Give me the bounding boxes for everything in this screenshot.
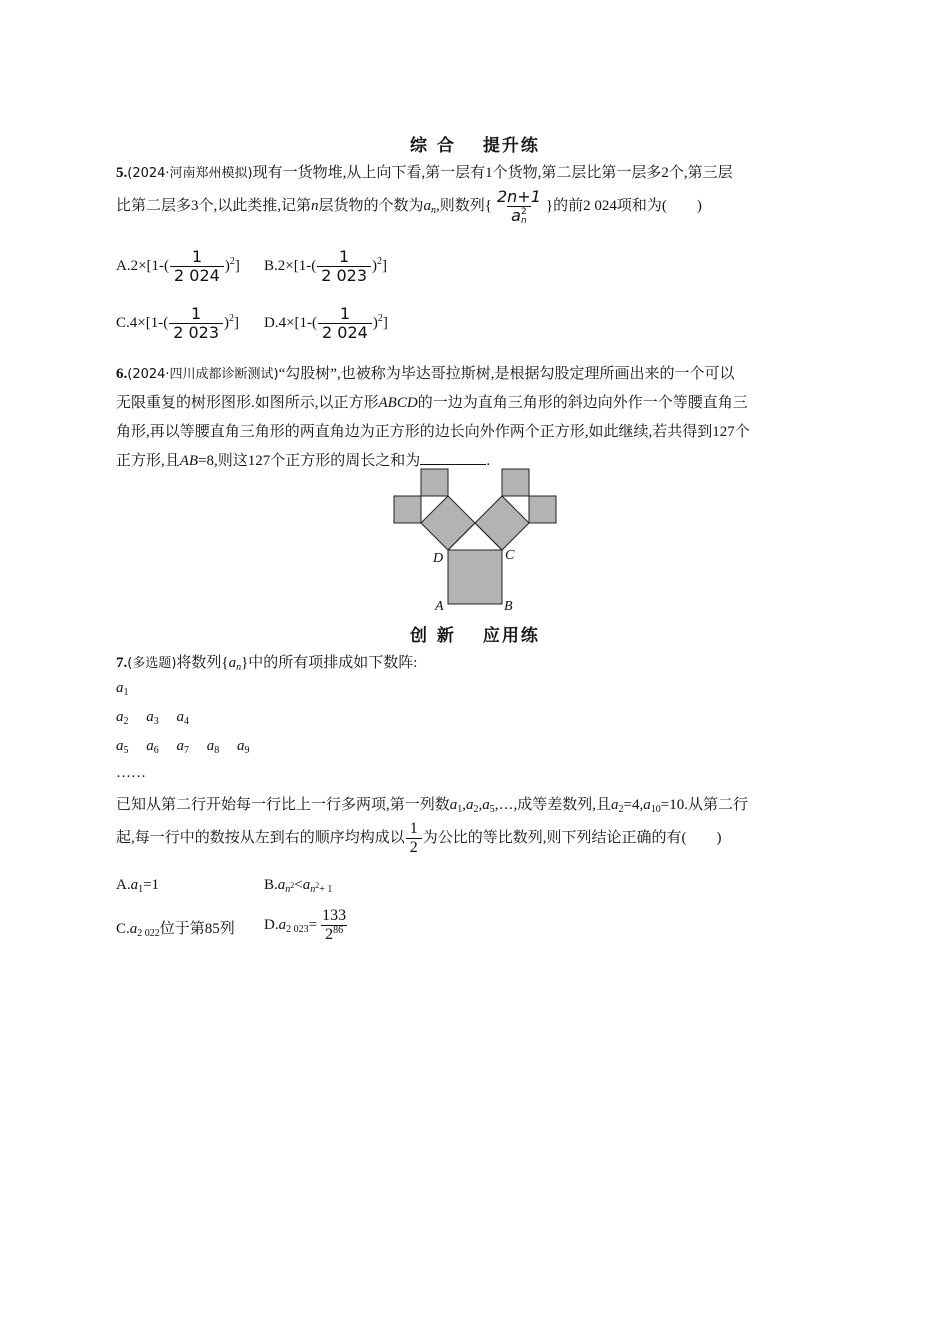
q5-text-1: 现有一货物堆,从上向下看,第一层有1个货物,第二层比第一层多2个,第三层 bbox=[252, 165, 733, 181]
q5-option-D[interactable]: D.4×[1-( $\frac{1}{2 024}$ )$^2$] bbox=[264, 304, 388, 342]
q5-source: (2024·河南郑州模拟) bbox=[127, 166, 253, 181]
label-B: B bbox=[504, 599, 513, 614]
q6-number: 6 bbox=[116, 366, 124, 382]
q7-line2: 已知从第二行开始每一行比上一行多两项,第一列数$a_1,a_2,a_5,\dots$,成等差数列,且$a_2=4,a_{10}=10$.从第二行 bbox=[116, 797, 748, 815]
q7-option-C[interactable]: $C.a_{2 022}$位于第85列 bbox=[116, 921, 235, 939]
q6-answer-blank[interactable] bbox=[420, 450, 486, 465]
q5-line2: 比第二层多3个,以此类推,记第n层货物的个数为$a_n$,则数列{ 2n+1 a 2 n }的前2 024项和为( ) bbox=[116, 187, 702, 226]
section-title-comprehensive: 综 合 提升练 bbox=[410, 136, 540, 156]
q5-sequence-fraction: 2n+1 a 2 n bbox=[496, 187, 541, 226]
q6-line2: 无限重复的树形图形.如图所示,以正方形ABCD的一边为直角三角形的斜边向外作一个等腰直角三 bbox=[116, 395, 748, 411]
section-title-innovation: 创 新 应用练 bbox=[410, 626, 540, 646]
q7-array-row-3: $a_5$ $a_6$ $a_7$ $a_8$ $a_9$ bbox=[116, 738, 250, 756]
square-left-side bbox=[394, 496, 421, 523]
q7-line3: 起,每一行中的数按从左到右的顺序均构成以 $\frac{1}{2}$ 为公比的等比数列,则下列结论正确的有( ) bbox=[116, 820, 722, 856]
square-right-2 bbox=[475, 496, 529, 550]
q7-ratio-fraction: $\frac{1}{2}$ bbox=[406, 820, 422, 857]
q7-line1: 7.(多选题)将数列$\{a_n\}$中的所有项排成如下数阵: bbox=[116, 655, 418, 673]
pythagoras-tree-figure bbox=[390, 468, 560, 614]
q6-source: (2024·四川成都诊断测试) bbox=[127, 367, 279, 382]
q6-line4: 正方形,且AB=8,则这127个正方形的周长之和为 . bbox=[116, 449, 490, 470]
q5-option-C[interactable]: C.4×[1-( $\frac{1}{2 023}$ )$^2$] bbox=[116, 304, 240, 342]
square-left-top bbox=[421, 469, 448, 496]
q6-line1: 6.(2024·四川成都诊断测试)“勾股树”,也被称为毕达哥拉斯树,是根据勾股定理所画出来的一个可以 bbox=[116, 366, 735, 382]
square-left-2 bbox=[421, 496, 475, 550]
q5-option-A[interactable]: A.2×[1-( $\frac{1}{2 024}$ )$^2$] bbox=[116, 247, 240, 285]
q7-array-row-1: $a_1$ bbox=[116, 680, 129, 698]
label-D: D bbox=[433, 551, 444, 566]
q7-number: 7 bbox=[116, 655, 124, 671]
q7-option-D[interactable]: $D.a_{2 023}=$ $\frac{133}{2^{86}}$ bbox=[264, 907, 347, 943]
square-right-top bbox=[502, 469, 529, 496]
q5-number: 5 bbox=[116, 165, 124, 181]
q6-line3: 角形,再以等腰直角三角形的两直角边为正方形的边长向外作两个正方形,如此继续,若共得到127个 bbox=[116, 424, 750, 440]
q7-option-B[interactable]: $B.a_{n^2}<a_{n^2+ 1}$ bbox=[264, 877, 333, 895]
square-right-side bbox=[529, 496, 556, 523]
q7-option-A[interactable]: $A.a_1=1$ bbox=[116, 877, 160, 895]
square-ABCD bbox=[448, 550, 502, 604]
q7-source: (多选题) bbox=[127, 656, 177, 671]
label-C: C bbox=[505, 548, 515, 563]
label-A: A bbox=[435, 599, 444, 614]
q7-array-row-2: $a_2$ $a_3$ $a_4$ bbox=[116, 709, 189, 727]
q7-array-ellipsis: …… bbox=[116, 765, 146, 781]
q5-line1: 5.(2024·河南郑州模拟)现有一货物堆,从上向下看,第一层有1个货物,第二层比第一层多2个,第三层 bbox=[116, 165, 733, 181]
q5-option-B[interactable]: B.2×[1-( $\frac{1}{2 023}$ )$^2$] bbox=[264, 247, 388, 285]
